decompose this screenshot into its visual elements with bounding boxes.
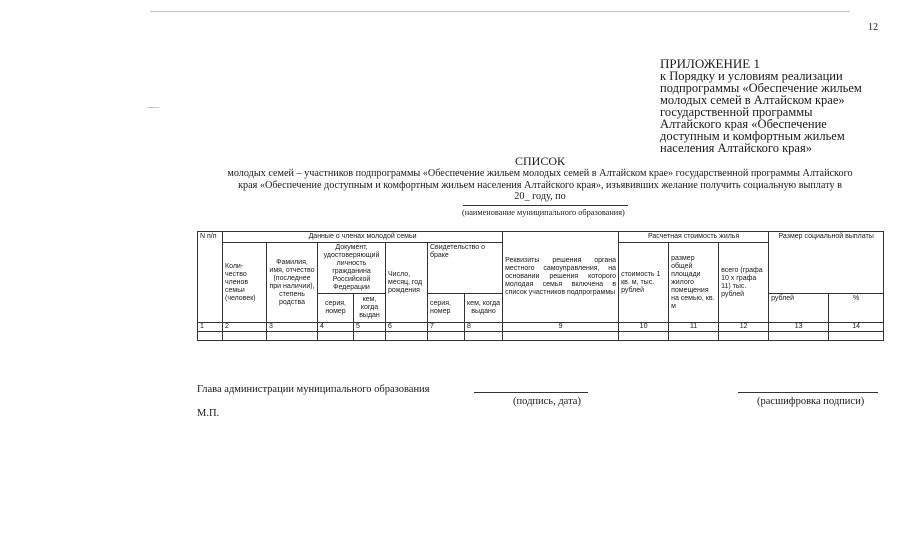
subtitle-line: края «Обеспечение доступным и комфортным жильем населения Алтайского края», изъявивших желание получить социальную выплату в	[238, 179, 842, 191]
column-number: 8	[465, 323, 503, 332]
subtitle-line: молодых семей – участников подпрограммы «Обеспечение жильем молодых семей в Алтайском крае» государственной программы Алтайского	[227, 168, 853, 179]
stamp-place-label: М.П.	[197, 408, 220, 419]
header-document: Документ, удостоверяющий личность гражданина Российской Федерации	[318, 243, 386, 294]
column-number: 6	[386, 323, 428, 332]
scan-artifact-top	[150, 11, 850, 12]
column-number: 1	[198, 323, 223, 332]
header-fio: Фамилия, имя, отчество (последнее при наличии), степень родства	[267, 243, 318, 323]
signature-line	[474, 392, 588, 393]
subtitle-line: 20_ году, по	[514, 191, 566, 202]
column-number: 7	[428, 323, 465, 332]
header-payout: Размер социальной выплаты	[769, 232, 884, 294]
municipality-hint: (наименование муниципального образования)	[462, 208, 625, 217]
column-number: 10	[619, 323, 669, 332]
column-number: 2	[223, 323, 267, 332]
column-number: 4	[318, 323, 354, 332]
appendix-line: Алтайского края «Обеспечение	[660, 117, 827, 131]
signature-date-hint: (подпись, дата)	[513, 396, 581, 407]
header-cost-sqm: стоимость 1 кв. м, тыс. рублей	[619, 243, 669, 323]
header-cost: Расчетная стоимость жилья	[619, 232, 769, 243]
header-mar-issued: кем, когда выдано	[465, 294, 503, 323]
header-rub: рублей	[769, 294, 829, 323]
table-cell	[267, 332, 318, 341]
column-number: 12	[719, 323, 769, 332]
header-count: Коли-чество членов семьи (человек)	[223, 243, 267, 323]
header-decision: Реквизиты решения органа местного самоуправления, на основании решения которого молодая семья включена в список участников подпрограммы	[503, 232, 619, 323]
header-marriage: Свидетельство о браке	[428, 243, 503, 294]
table-row	[198, 332, 884, 341]
table-cell	[386, 332, 428, 341]
family-list-table	[197, 231, 884, 341]
head-of-administration-label: Глава администрации муниципального образования	[197, 384, 430, 395]
column-number: 5	[354, 323, 386, 332]
table-cell	[769, 332, 829, 341]
appendix-line: молодых семей в Алтайском крае»	[660, 93, 845, 107]
table-cell	[619, 332, 669, 341]
header-area: размер общей площади жилого помещения на семью, кв. м	[669, 243, 719, 323]
name-decode-line	[738, 392, 878, 393]
table-cell	[719, 332, 769, 341]
appendix-line: населения Алтайского края»	[660, 141, 812, 155]
table-cell	[354, 332, 386, 341]
scan-artifact-left	[147, 107, 159, 108]
table-cell	[465, 332, 503, 341]
column-number-row	[198, 323, 884, 332]
column-number: 11	[669, 323, 719, 332]
header-pct: %	[829, 294, 884, 323]
header-row	[198, 232, 884, 243]
document-title-block	[195, 154, 885, 203]
appendix-title: ПРИЛОЖЕНИЕ 1	[660, 56, 760, 71]
appendix-line: к Порядку и условиям реализации	[660, 69, 843, 83]
header-total: всего (графа 10 х графа 11) тыс. рублей	[719, 243, 769, 323]
column-number: 14	[829, 323, 884, 332]
table-cell	[669, 332, 719, 341]
table-cell	[223, 332, 267, 341]
header-birth: Число, месяц, год рождения	[386, 243, 428, 323]
header-mar-series: серия, номер	[428, 294, 465, 323]
document-title: СПИСОК	[514, 154, 565, 168]
header-family-data: Данные о членах молодой семьи	[223, 232, 503, 243]
table-cell	[503, 332, 619, 341]
appendix-block	[660, 58, 895, 154]
header-doc-series: серия, номер	[318, 294, 354, 323]
column-number: 13	[769, 323, 829, 332]
appendix-line: подпрограммы «Обеспечение жильем	[660, 81, 862, 95]
name-decode-hint: (расшифровка подписи)	[757, 396, 865, 407]
appendix-line: доступным и комфортным жильем	[660, 129, 845, 143]
municipality-fill-line	[463, 205, 628, 206]
column-number: 3	[267, 323, 318, 332]
document-subtitle	[195, 168, 885, 203]
table-cell	[428, 332, 465, 341]
column-number: 9	[503, 323, 619, 332]
table-cell	[198, 332, 223, 341]
appendix-line: государственной программы	[660, 105, 813, 119]
page-number: 12	[868, 22, 878, 33]
header-n: N п/п	[198, 232, 223, 323]
table-cell	[318, 332, 354, 341]
table-cell	[829, 332, 884, 341]
header-doc-issued: кем, когда выдан	[354, 294, 386, 323]
